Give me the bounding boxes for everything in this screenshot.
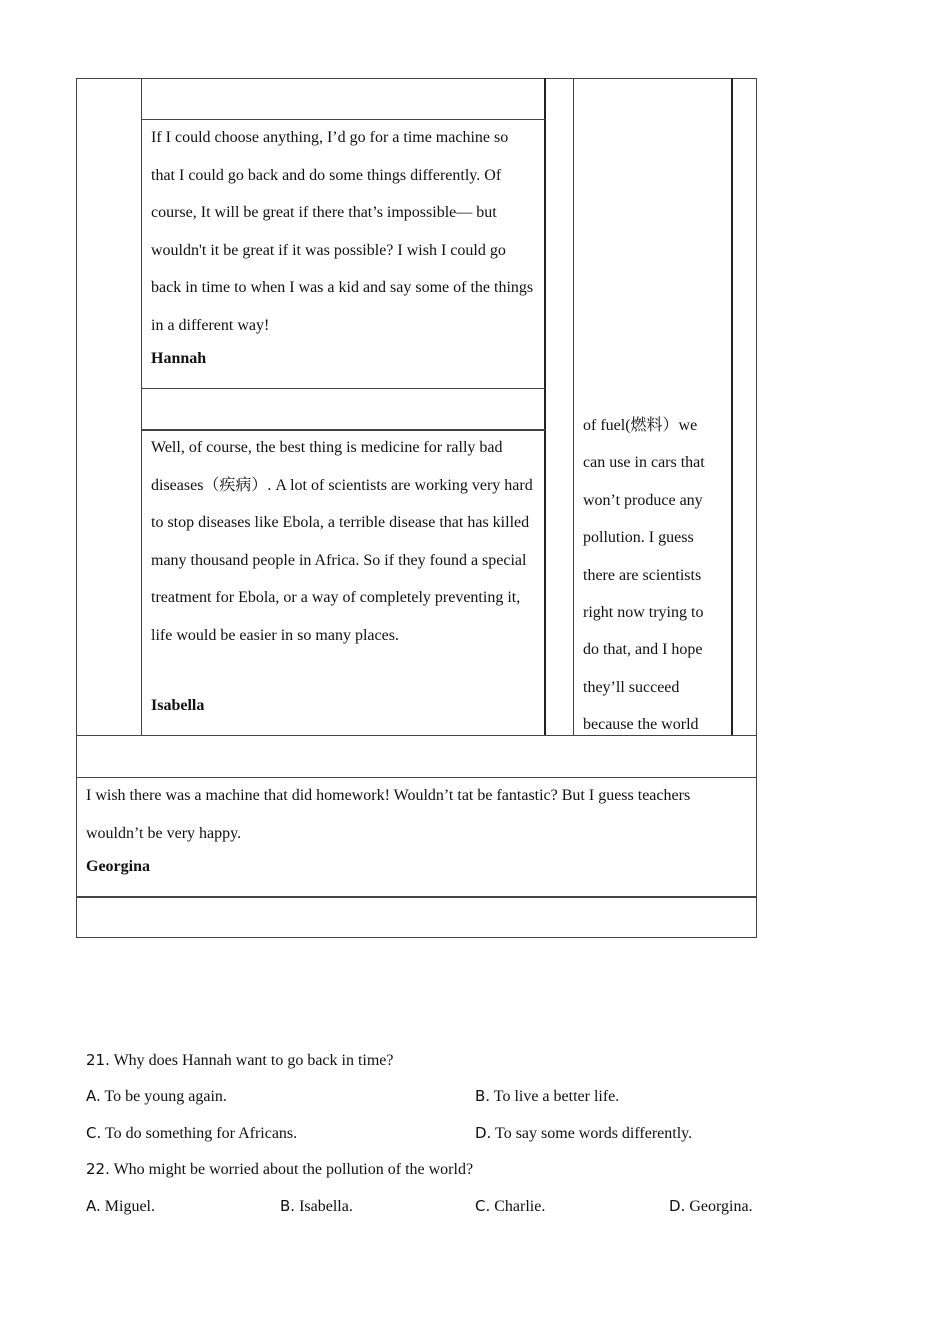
- option-21-d[interactable]: [475, 1123, 692, 1144]
- option-label: B.: [280, 1197, 296, 1215]
- charlie-line: do that, and I hope: [583, 641, 703, 659]
- option-21-a[interactable]: [86, 1086, 227, 1107]
- charlie-line: can use in cars that: [583, 454, 705, 472]
- question-number: 22.: [86, 1160, 110, 1178]
- option-text: Miguel.: [104, 1198, 155, 1215]
- option-21-b[interactable]: [475, 1086, 619, 1107]
- georgina-paragraph: I wish there was a machine that did homework! Wouldn’t tat be fantastic? But I guess teachers wouldn’t be very happy.: [86, 787, 691, 842]
- option-22-d[interactable]: [669, 1196, 753, 1217]
- option-text: To be young again.: [104, 1088, 227, 1105]
- question-text: Who might be worried about the pollution of the world?: [113, 1161, 474, 1178]
- column-divider: [544, 78, 546, 736]
- row-divider: [141, 388, 545, 389]
- option-22-c[interactable]: [475, 1196, 545, 1217]
- table-border-bottom: [76, 937, 757, 938]
- charlie-line: because the world: [583, 716, 699, 734]
- charlie-line: they’ll succeed: [583, 678, 680, 696]
- isabella-name: Isabella: [151, 697, 205, 714]
- charlie-paragraph: [583, 407, 729, 735]
- option-text: Charlie.: [494, 1198, 546, 1215]
- option-text: Georgina.: [689, 1198, 753, 1215]
- charlie-line: of fuel(燃料）we: [583, 417, 698, 434]
- charlie-line: pollution. I guess: [583, 529, 694, 547]
- charlie-line: right now trying to: [583, 604, 704, 622]
- column-divider: [141, 78, 142, 736]
- isabella-paragraph: Well, of course, the best thing is medicine for rally bad diseases（疾病）. A lot of scientists are working very hard to stop diseases like Ebola, a terrible disease that has killed many thousand people in Africa. So if they found a special treatment for Ebola, or a way of completely preventing it, life would be easier in so many places.: [151, 439, 533, 644]
- hannah-name: Hannah: [151, 350, 207, 367]
- question-text: Why does Hannah want to go back in time?: [113, 1052, 394, 1069]
- question-number: 21.: [86, 1051, 110, 1069]
- table-border-left: [76, 78, 77, 938]
- option-label: B.: [475, 1087, 491, 1105]
- table-border-top: [76, 78, 757, 79]
- option-label: A.: [86, 1087, 101, 1105]
- georgina-name: Georgina: [86, 858, 150, 875]
- option-text: To say some words differently.: [495, 1125, 693, 1142]
- row-divider: [76, 735, 757, 736]
- question-22: [86, 1159, 473, 1180]
- option-text: To live a better life.: [493, 1088, 620, 1105]
- option-label: C.: [86, 1124, 102, 1142]
- option-label: C.: [475, 1197, 491, 1215]
- option-label: D.: [475, 1124, 492, 1142]
- option-label: D.: [669, 1197, 686, 1215]
- hannah-paragraph: If I could choose anything, I’d go for a time machine so that I could go back and do some things differently. Of course, It will be great if there that’s impossible— but wouldn't it be great if it was possible? I wish I could go back in time to when I was a kid and say some of the things in a different way!: [151, 129, 534, 334]
- column-divider: [573, 78, 574, 736]
- charlie-line: there are scientists: [583, 566, 702, 584]
- option-21-c[interactable]: [86, 1123, 297, 1144]
- table-border-right: [756, 78, 757, 938]
- option-22-b[interactable]: [280, 1196, 353, 1217]
- column-divider: [731, 78, 733, 736]
- question-21: [86, 1050, 394, 1071]
- charlie-line: won’t produce any: [583, 491, 703, 509]
- row-divider: [76, 896, 757, 898]
- option-label: A.: [86, 1197, 101, 1215]
- option-text: Isabella.: [299, 1198, 353, 1215]
- option-22-a[interactable]: [86, 1196, 155, 1217]
- option-text: To do something for Africans.: [104, 1125, 298, 1142]
